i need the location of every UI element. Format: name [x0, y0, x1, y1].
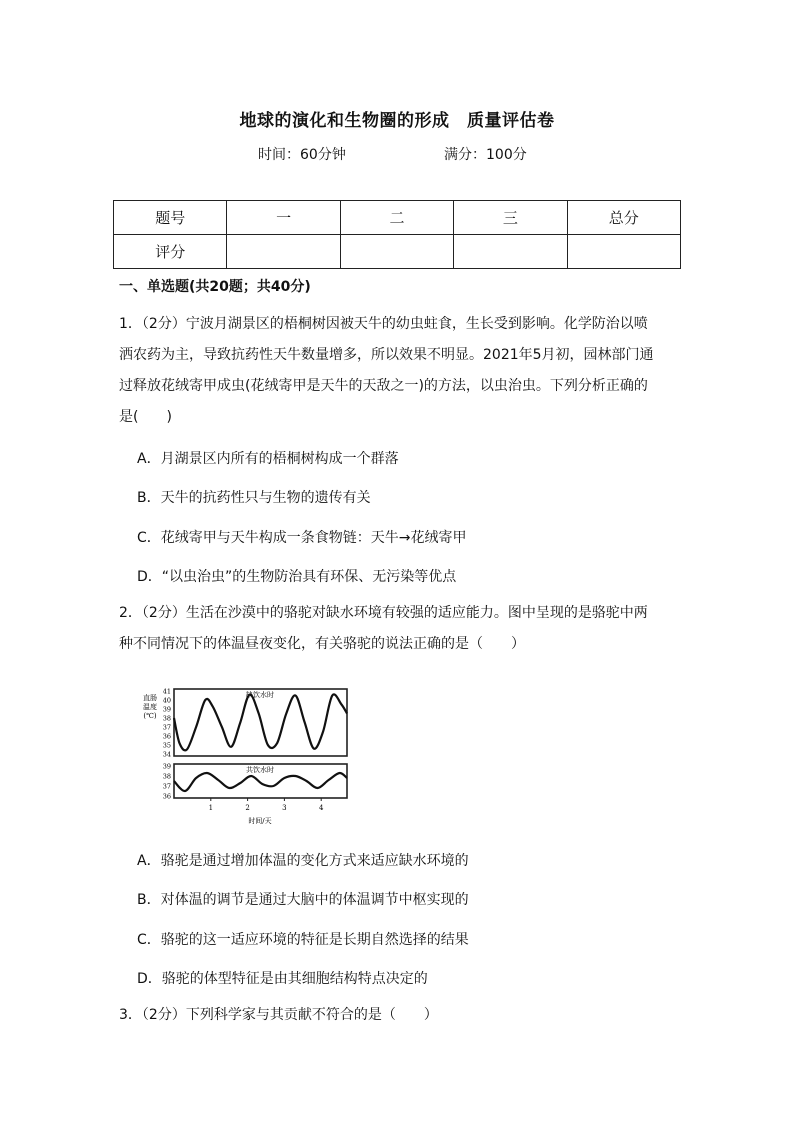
question-1-line: 是( ) — [119, 409, 172, 425]
score-input-cell — [454, 235, 567, 269]
score-table-cell: 总分 — [567, 201, 680, 235]
exam-full-score: 满分：100分 — [444, 147, 527, 163]
score-table-cell: 二 — [340, 201, 453, 235]
question-1-line: 洒农药为主，导致抗药性天牛数量增多，所以效果不明显。2021年5月初，园林部门通 — [119, 347, 654, 363]
question-1-option-b: B．天牛的抗药性只与生物的遗传有关 — [137, 490, 371, 506]
chart-svg — [138, 680, 358, 830]
y-tick-label: 36 — [162, 732, 171, 741]
x-tick-label: 2 — [245, 804, 250, 812]
series-line-panel-1 — [174, 694, 347, 750]
question-1-line: 1．（2分）宁波月湖景区的梧桐树因被天牛的幼虫蛀食，生长受到影响。化学防治以喷 — [119, 316, 648, 332]
question-2-option-c: C．骆驼的这一适应环境的特征是长期自然选择的结果 — [137, 932, 469, 948]
exam-time: 时间：60分钟 — [258, 147, 346, 163]
y-tick-label: 36 — [162, 792, 171, 801]
question-1-option-c: C．花绒寄甲与天牛构成一条食物链：天牛→花绒寄甲 — [137, 530, 467, 546]
camel-temperature-chart — [138, 680, 358, 830]
y-tick-label: 39 — [162, 705, 171, 714]
section-title: 一、单选题(共20题；共40分) — [119, 279, 311, 295]
question-2-line: 2．（2分）生活在沙漠中的骆驼对缺水环境有较强的适应能力。图中呈现的是骆驼中两 — [119, 605, 648, 621]
chart-marks — [163, 688, 347, 813]
question-2-line: 种不同情况下的体温昼夜变化，有关骆驼的说法正确的是（ ） — [119, 636, 525, 652]
score-input-cell — [340, 235, 453, 269]
y-tick-label: 38 — [162, 772, 171, 781]
x-tick-label: 3 — [282, 804, 287, 812]
y-tick-label: 34 — [162, 750, 171, 759]
score-table-cell: 评分 — [114, 235, 227, 269]
page-title: 地球的演化和生物圈的形成 质量评估卷 — [239, 111, 555, 131]
question-3-line: 3．（2分）下列科学家与其贡献不符合的是（ ） — [119, 1007, 438, 1023]
x-tick-label: 1 — [208, 804, 214, 812]
question-1-line: 过释放花绒寄甲成虫(花绒寄甲是天牛的天敌之一)的方法，以虫治虫。下列分析正确的 — [119, 378, 648, 394]
score-table-cell: 题号 — [114, 201, 227, 235]
score-table-cell: 一 — [227, 201, 340, 235]
question-1-option-a: A．月湖景区内所有的梧桐树构成一个群落 — [137, 451, 399, 467]
x-tick-label: 4 — [318, 804, 324, 812]
y-axis-label: 直肠温度(℃) — [143, 694, 157, 720]
y-tick-label: 38 — [162, 714, 171, 723]
score-table-score-row — [114, 235, 681, 269]
series-line-panel-2 — [174, 773, 347, 791]
score-table — [113, 200, 681, 269]
question-2-option-b: B．对体温的调节是通过大脑中的体温调节中枢实现的 — [137, 892, 469, 908]
panel-2-title: 共饮水时 — [246, 766, 274, 774]
score-table-cell: 三 — [454, 201, 567, 235]
y-tick-label: 35 — [162, 741, 171, 750]
question-2-option-d: D．骆驼的体型特征是由其细胞结构特点决定的 — [137, 971, 428, 987]
question-1-option-d: D．“以虫治虫”的生物防治具有环保、无污染等优点 — [137, 569, 457, 585]
y-tick-label: 37 — [162, 782, 171, 791]
y-tick-label: 37 — [162, 723, 171, 732]
panel-1-title: 缺饮水时 — [246, 691, 274, 699]
question-2-option-a: A．骆驼是通过增加体温的变化方式来适应缺水环境的 — [137, 853, 469, 869]
y-tick-label: 39 — [162, 762, 171, 771]
score-table-header-row — [114, 201, 681, 235]
y-tick-label: 40 — [162, 696, 171, 705]
score-input-cell — [227, 235, 340, 269]
score-input-cell — [567, 235, 680, 269]
y-tick-label: 41 — [162, 687, 171, 696]
x-axis-label: 时间/天 — [248, 817, 272, 825]
